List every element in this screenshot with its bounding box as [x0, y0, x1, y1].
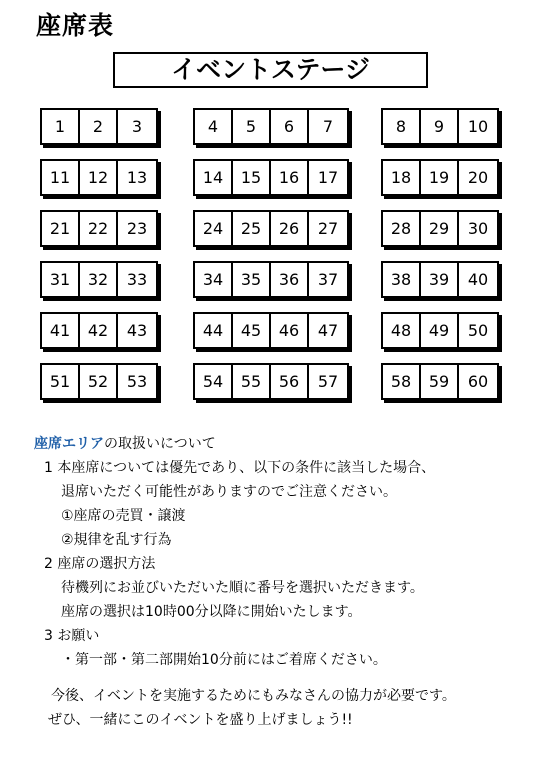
- seat-45: 45: [233, 314, 271, 347]
- seat-20: 20: [467, 168, 489, 187]
- seat-51: 51: [42, 365, 80, 398]
- seat-16: 16: [271, 161, 309, 194]
- seat-49: 49: [421, 314, 459, 347]
- seat-30: 30: [467, 219, 489, 238]
- seat-42: 42: [80, 314, 118, 347]
- seat-block: [40, 210, 158, 247]
- seat-21: 21: [42, 212, 80, 245]
- seat-6: 6: [271, 110, 309, 143]
- seat-53: 53: [126, 372, 148, 391]
- seat-25: 25: [233, 212, 271, 245]
- rules-heading-highlight: 座席エリア: [34, 436, 104, 452]
- seat-3: 3: [131, 117, 143, 136]
- page-title: 座席表: [36, 11, 115, 40]
- seat-40: 40: [467, 270, 489, 289]
- seat-23: 23: [126, 219, 148, 238]
- seat-block: [40, 363, 158, 400]
- seat-56: 56: [271, 365, 309, 398]
- seat-block: [193, 108, 349, 145]
- seat-28: 28: [383, 212, 421, 245]
- rule-2-title: 2 座席の選択方法: [44, 556, 156, 572]
- seating-rules: [34, 432, 456, 732]
- seat-1: 1: [42, 110, 80, 143]
- seat-26: 26: [271, 212, 309, 245]
- rule-1-line-1: 1 本座席については優先であり、以下の条件に該当した場合、: [44, 460, 436, 476]
- seat-block: [193, 312, 349, 349]
- seat-block: [381, 363, 499, 400]
- closing-line-1: 今後、イベントを実施するためにもみなさんの協力が必要です。: [51, 688, 456, 704]
- seat-block: [381, 108, 499, 145]
- rule-2-line-2: 座席の選択は10時00分以降に開始いたします。: [61, 604, 362, 620]
- seat-44: 44: [195, 314, 233, 347]
- seat-32: 32: [80, 263, 118, 296]
- rule-3-title: 3 お願い: [44, 628, 100, 644]
- seat-9: 9: [421, 110, 459, 143]
- seat-41: 41: [42, 314, 80, 347]
- seat-2: 2: [80, 110, 118, 143]
- seat-38: 38: [383, 263, 421, 296]
- seat-31: 31: [42, 263, 80, 296]
- rule-2-line-1: 待機列にお並びいただいた順に番号を選択いただきます。: [61, 580, 424, 596]
- seat-50: 50: [467, 321, 489, 340]
- seat-43: 43: [126, 321, 148, 340]
- seat-block: [40, 312, 158, 349]
- seat-7: 7: [322, 117, 334, 136]
- rule-1-sub-1: ①座席の売買・譲渡: [61, 508, 186, 524]
- seat-60: 60: [467, 372, 489, 391]
- seat-block: [193, 261, 349, 298]
- seat-block: [40, 261, 158, 298]
- seat-block: [40, 108, 158, 145]
- seat-29: 29: [421, 212, 459, 245]
- rule-1-sub-2: ②規律を乱す行為: [61, 532, 172, 548]
- seat-58: 58: [383, 365, 421, 398]
- seat-block: [381, 210, 499, 247]
- seat-18: 18: [383, 161, 421, 194]
- rules-heading: [34, 432, 456, 456]
- seat-15: 15: [233, 161, 271, 194]
- seat-54: 54: [195, 365, 233, 398]
- seat-17: 17: [317, 168, 339, 187]
- seat-59: 59: [421, 365, 459, 398]
- seat-46: 46: [271, 314, 309, 347]
- stage-box: イベントステージ: [113, 52, 428, 88]
- closing-line-2: ぜひ、一緒にこのイベントを盛り上げましょう!!: [48, 712, 353, 728]
- seat-52: 52: [80, 365, 118, 398]
- seat-block: [193, 159, 349, 196]
- seat-39: 39: [421, 263, 459, 296]
- seat-37: 37: [317, 270, 339, 289]
- seat-13: 13: [126, 168, 148, 187]
- seat-10: 10: [467, 117, 489, 136]
- seat-24: 24: [195, 212, 233, 245]
- seat-27: 27: [317, 219, 339, 238]
- seat-36: 36: [271, 263, 309, 296]
- seat-12: 12: [80, 161, 118, 194]
- seat-5: 5: [233, 110, 271, 143]
- seat-block: [381, 312, 499, 349]
- seat-block: [193, 363, 349, 400]
- seat-14: 14: [195, 161, 233, 194]
- seat-48: 48: [383, 314, 421, 347]
- seat-57: 57: [317, 372, 339, 391]
- rule-3-line-1: ・第一部・第二部開始10分前にはご着席ください。: [61, 652, 387, 668]
- seat-block: [381, 159, 499, 196]
- rules-heading-rest: の取扱いについて: [104, 436, 216, 452]
- seat-block: [40, 159, 158, 196]
- seat-35: 35: [233, 263, 271, 296]
- seat-22: 22: [80, 212, 118, 245]
- seat-4: 4: [195, 110, 233, 143]
- seat-55: 55: [233, 365, 271, 398]
- seat-47: 47: [317, 321, 339, 340]
- seat-block: [381, 261, 499, 298]
- seat-11: 11: [42, 161, 80, 194]
- seat-8: 8: [383, 110, 421, 143]
- seat-block: [193, 210, 349, 247]
- seat-19: 19: [421, 161, 459, 194]
- seat-34: 34: [195, 263, 233, 296]
- rule-1-line-2: 退席いただく可能性がありますのでご注意ください。: [61, 484, 397, 500]
- seat-33: 33: [126, 270, 148, 289]
